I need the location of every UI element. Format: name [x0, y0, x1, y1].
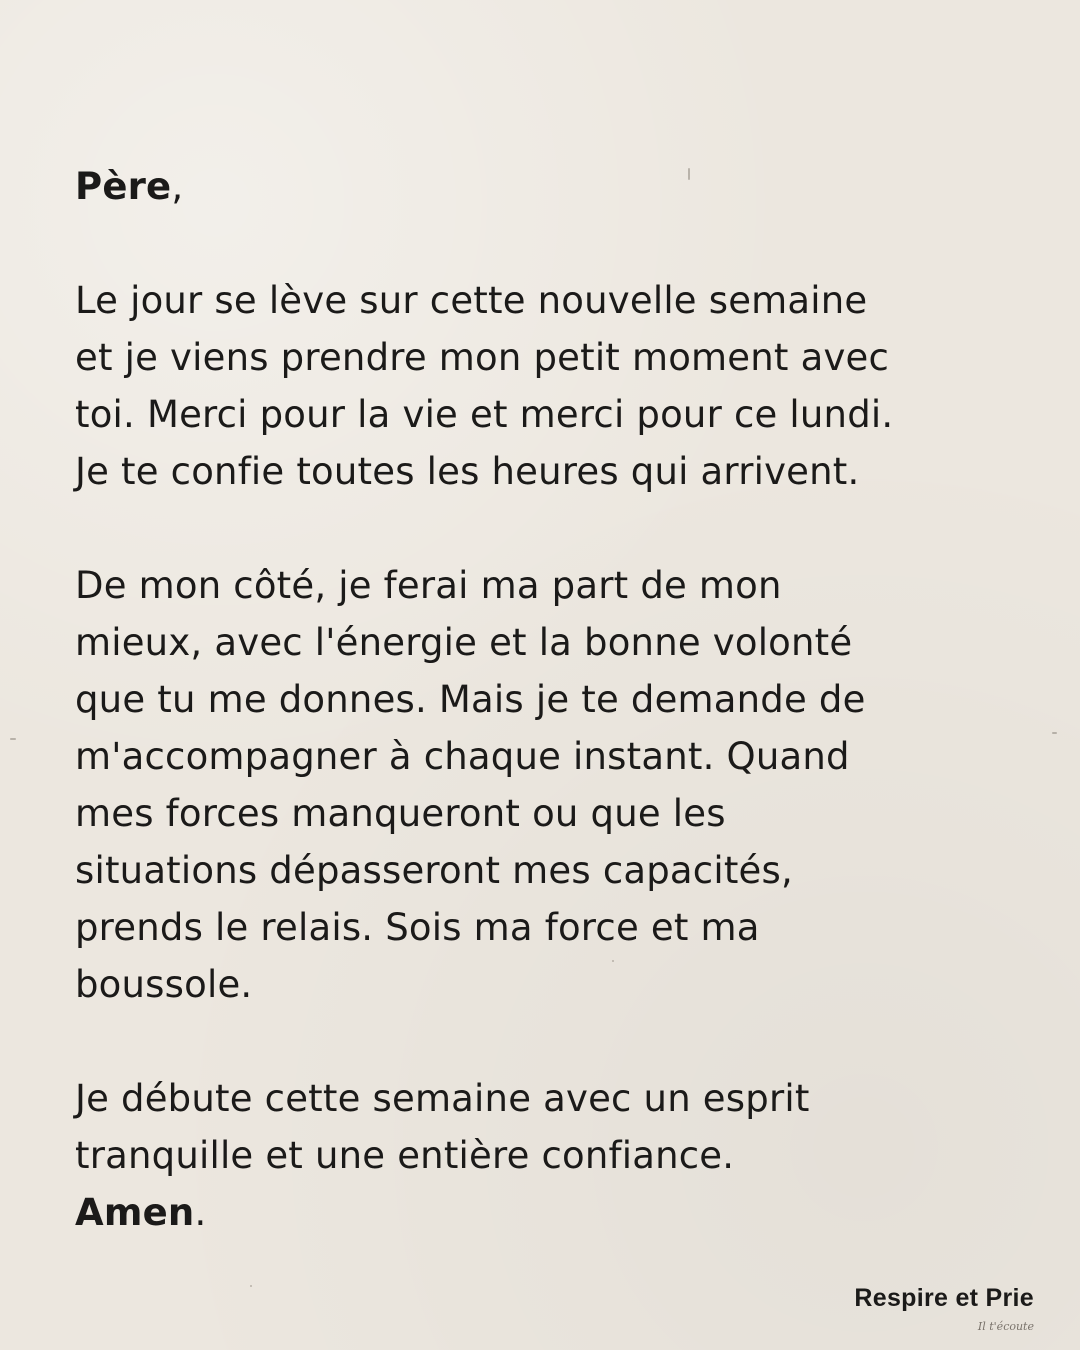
closing-word: Amen	[75, 1191, 195, 1234]
paragraph3-line: tranquille et une entière confiance.	[75, 1134, 735, 1177]
paragraph2-line: De mon côté, je ferai ma part de mon	[75, 564, 782, 607]
closing-punct: .	[194, 1191, 207, 1234]
paragraph2-line: que tu me donnes. Mais je te demande de	[75, 678, 866, 721]
greeting-name: Père	[75, 165, 172, 208]
paragraph3-line: Je débute cette semaine avec un esprit	[75, 1077, 810, 1120]
paragraph-gap	[75, 500, 1015, 557]
paragraph-gap	[75, 1013, 1015, 1070]
paper-speck	[10, 738, 16, 740]
brand-name: Respire et Prie	[854, 1284, 1034, 1312]
paper-speck	[250, 1285, 252, 1287]
greeting-line	[75, 158, 1015, 215]
closing-line	[75, 1184, 1015, 1241]
paragraph2-line: mieux, avec l'énergie et la bonne volonté	[75, 621, 853, 664]
paragraph-gap	[75, 215, 1015, 272]
paragraph1-line: Le jour se lève sur cette nouvelle semaine	[75, 279, 868, 322]
paragraph1-line: et je viens prendre mon petit moment avec	[75, 336, 890, 379]
paragraph1-line: Je te confie toutes les heures qui arrivent.	[75, 450, 860, 493]
paragraph2-line: prends le relais. Sois ma force et ma	[75, 906, 760, 949]
prayer-text	[75, 158, 1015, 1241]
greeting-punct: ,	[171, 165, 184, 208]
paragraph2-line: situations dépasseront mes capacités,	[75, 849, 793, 892]
paper-speck	[1052, 732, 1057, 734]
brand-signature: Il t'écoute	[977, 1320, 1034, 1333]
paragraph2-line: mes forces manqueront ou que les	[75, 792, 726, 835]
paragraph1-line: toi. Merci pour la vie et merci pour ce lundi.	[75, 393, 894, 436]
paragraph2-line: boussole.	[75, 963, 253, 1006]
paragraph2-line: m'accompagner à chaque instant. Quand	[75, 735, 850, 778]
